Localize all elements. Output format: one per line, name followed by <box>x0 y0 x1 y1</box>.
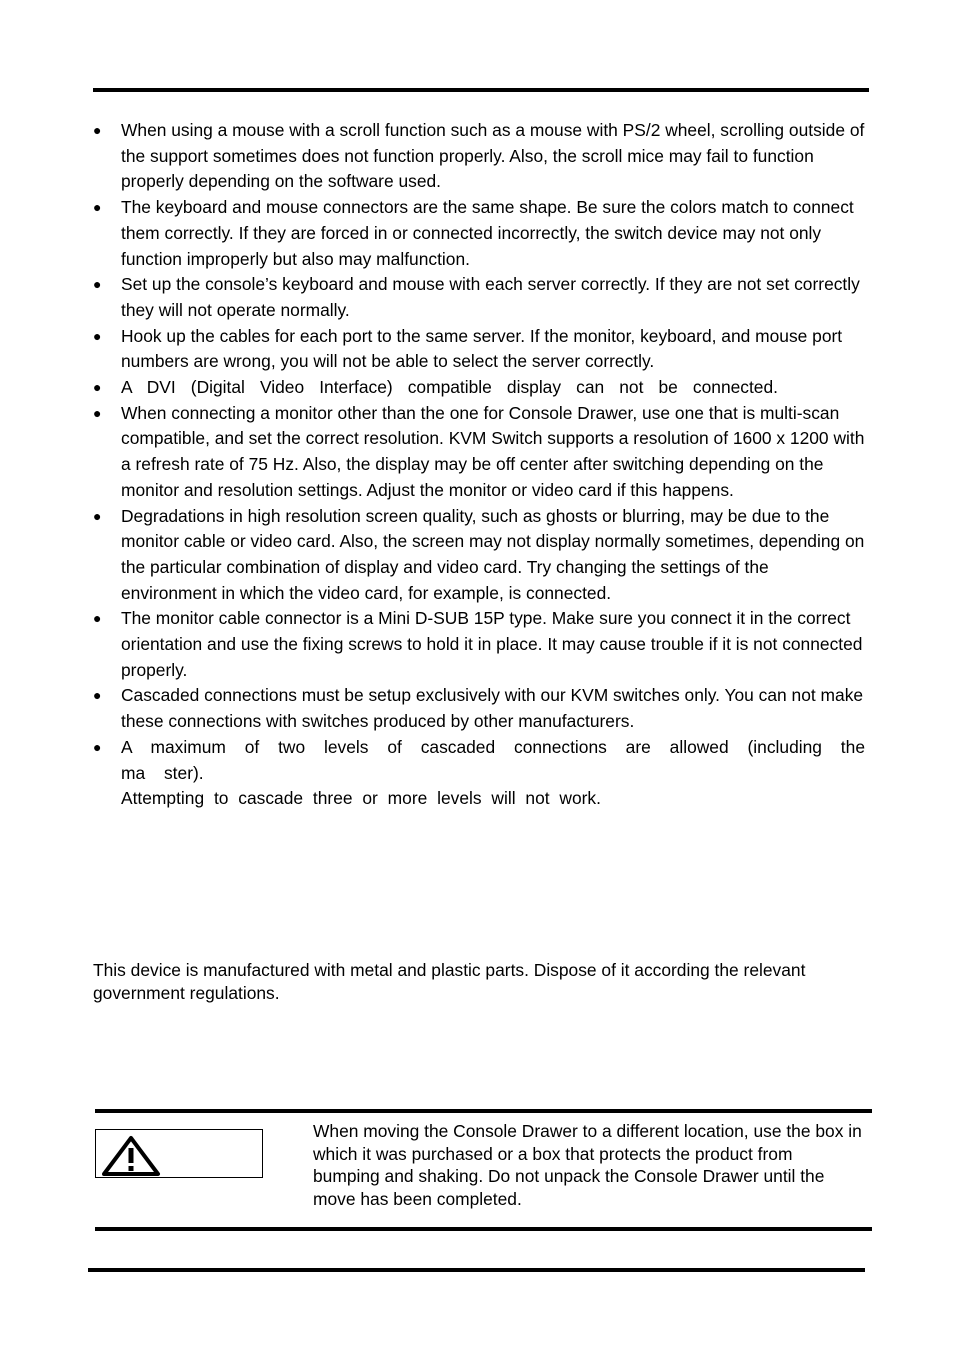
warning-triangle-icon <box>101 1133 161 1177</box>
warning-box <box>95 1129 263 1178</box>
list-item-text: When using a mouse with a scroll function such as a mouse with PS/2 wheel, scrolling outside of the support sometimes does not function properly. Also, the scroll mice may fail to function properly depending on the software used. <box>121 120 865 192</box>
bullet-icon: ● <box>93 687 102 704</box>
top-rule <box>93 88 869 92</box>
list-item <box>93 375 865 401</box>
moving-notice-text: When moving the Console Drawer to a different location, use the box in which it was purchased or a box that protects the product from bumping and shaking. Do not unpack the Console Drawer until the move has been completed. <box>313 1121 862 1209</box>
list-item-text: A DVI (Digital Video Interface) compatible display can not be connected. <box>121 377 778 398</box>
disposal-paragraph: This device is manufactured with metal and plastic parts. Dispose of it according the relevant government regulations. <box>93 960 806 1003</box>
bullet-icon: ● <box>93 738 102 755</box>
bullet-icon: ● <box>93 610 102 627</box>
list-item <box>93 324 865 375</box>
list-item-continuation: Attempting to cascade three or more levels will not work. <box>121 788 601 809</box>
footer-rule <box>88 1268 865 1272</box>
bullet-icon: ● <box>93 404 102 421</box>
bullet-icon: ● <box>93 199 102 216</box>
list-item-text: Degradations in high resolution screen quality, such as ghosts or blurring, may be due to the monitor cable or video card. Also, the screen may not display normally sometimes, depending on the particular combination of display and video card. Try changing the settings of the environment in which the video card, for example, is connected. <box>121 505 865 603</box>
list-item-text: The keyboard and mouse connectors are the same shape. Be sure the colors match to connect them correctly. If they are forced in or connected incorrectly, the switch device may not only function improperly but also may malfunction. <box>121 197 854 269</box>
list-item-text: Hook up the cables for each port to the same server. If the monitor, keyboard, and mouse port numbers are wrong, you will not be able to select the server correctly. <box>121 325 843 372</box>
bullet-icon: ● <box>93 379 102 396</box>
bullet-icon: ● <box>93 122 102 138</box>
bullet-icon: ● <box>93 276 102 293</box>
precautions-list <box>93 118 865 812</box>
list-item <box>93 606 865 683</box>
list-item <box>93 272 865 323</box>
list-item-text: Cascaded connections must be setup exclusively with our KVM switches only. You can not make these connections with switches produced by other manufacturers. <box>121 685 864 732</box>
list-item <box>93 401 865 504</box>
list-item-text: A maximum of two levels of cascaded connections are allowed (including the ma ster). <box>121 736 865 783</box>
list-item <box>93 683 865 734</box>
list-item-text: Set up the console’s keyboard and mouse with each server correctly. If they are not set correctly they will not operate normally. <box>121 274 860 320</box>
bullet-icon: ● <box>93 507 102 524</box>
list-item <box>93 118 865 195</box>
notice-top-rule <box>95 1109 872 1113</box>
list-item <box>93 504 865 607</box>
list-item-text: When connecting a monitor other than the one for Console Drawer, use one that is multi-scan compatible, and set the correct resolution. KVM Switch supports a resolution of 1600 x 1200 with a refresh rate of 75 Hz. Also, the display may be off center after switching depending on the monitor and resolution settings. Adjust the monitor or video card if this happens. <box>121 402 865 500</box>
list-item-text: The monitor cable connector is a Mini D-SUB 15P type. Make sure you connect it in the correct orientation and use the fixing screws to hold it in place. It may cause trouble if it is not connected properly. <box>121 608 863 680</box>
list-item <box>93 735 865 812</box>
bullet-icon: ● <box>93 327 102 344</box>
list-item <box>93 195 865 272</box>
notice-bottom-rule <box>95 1227 872 1231</box>
